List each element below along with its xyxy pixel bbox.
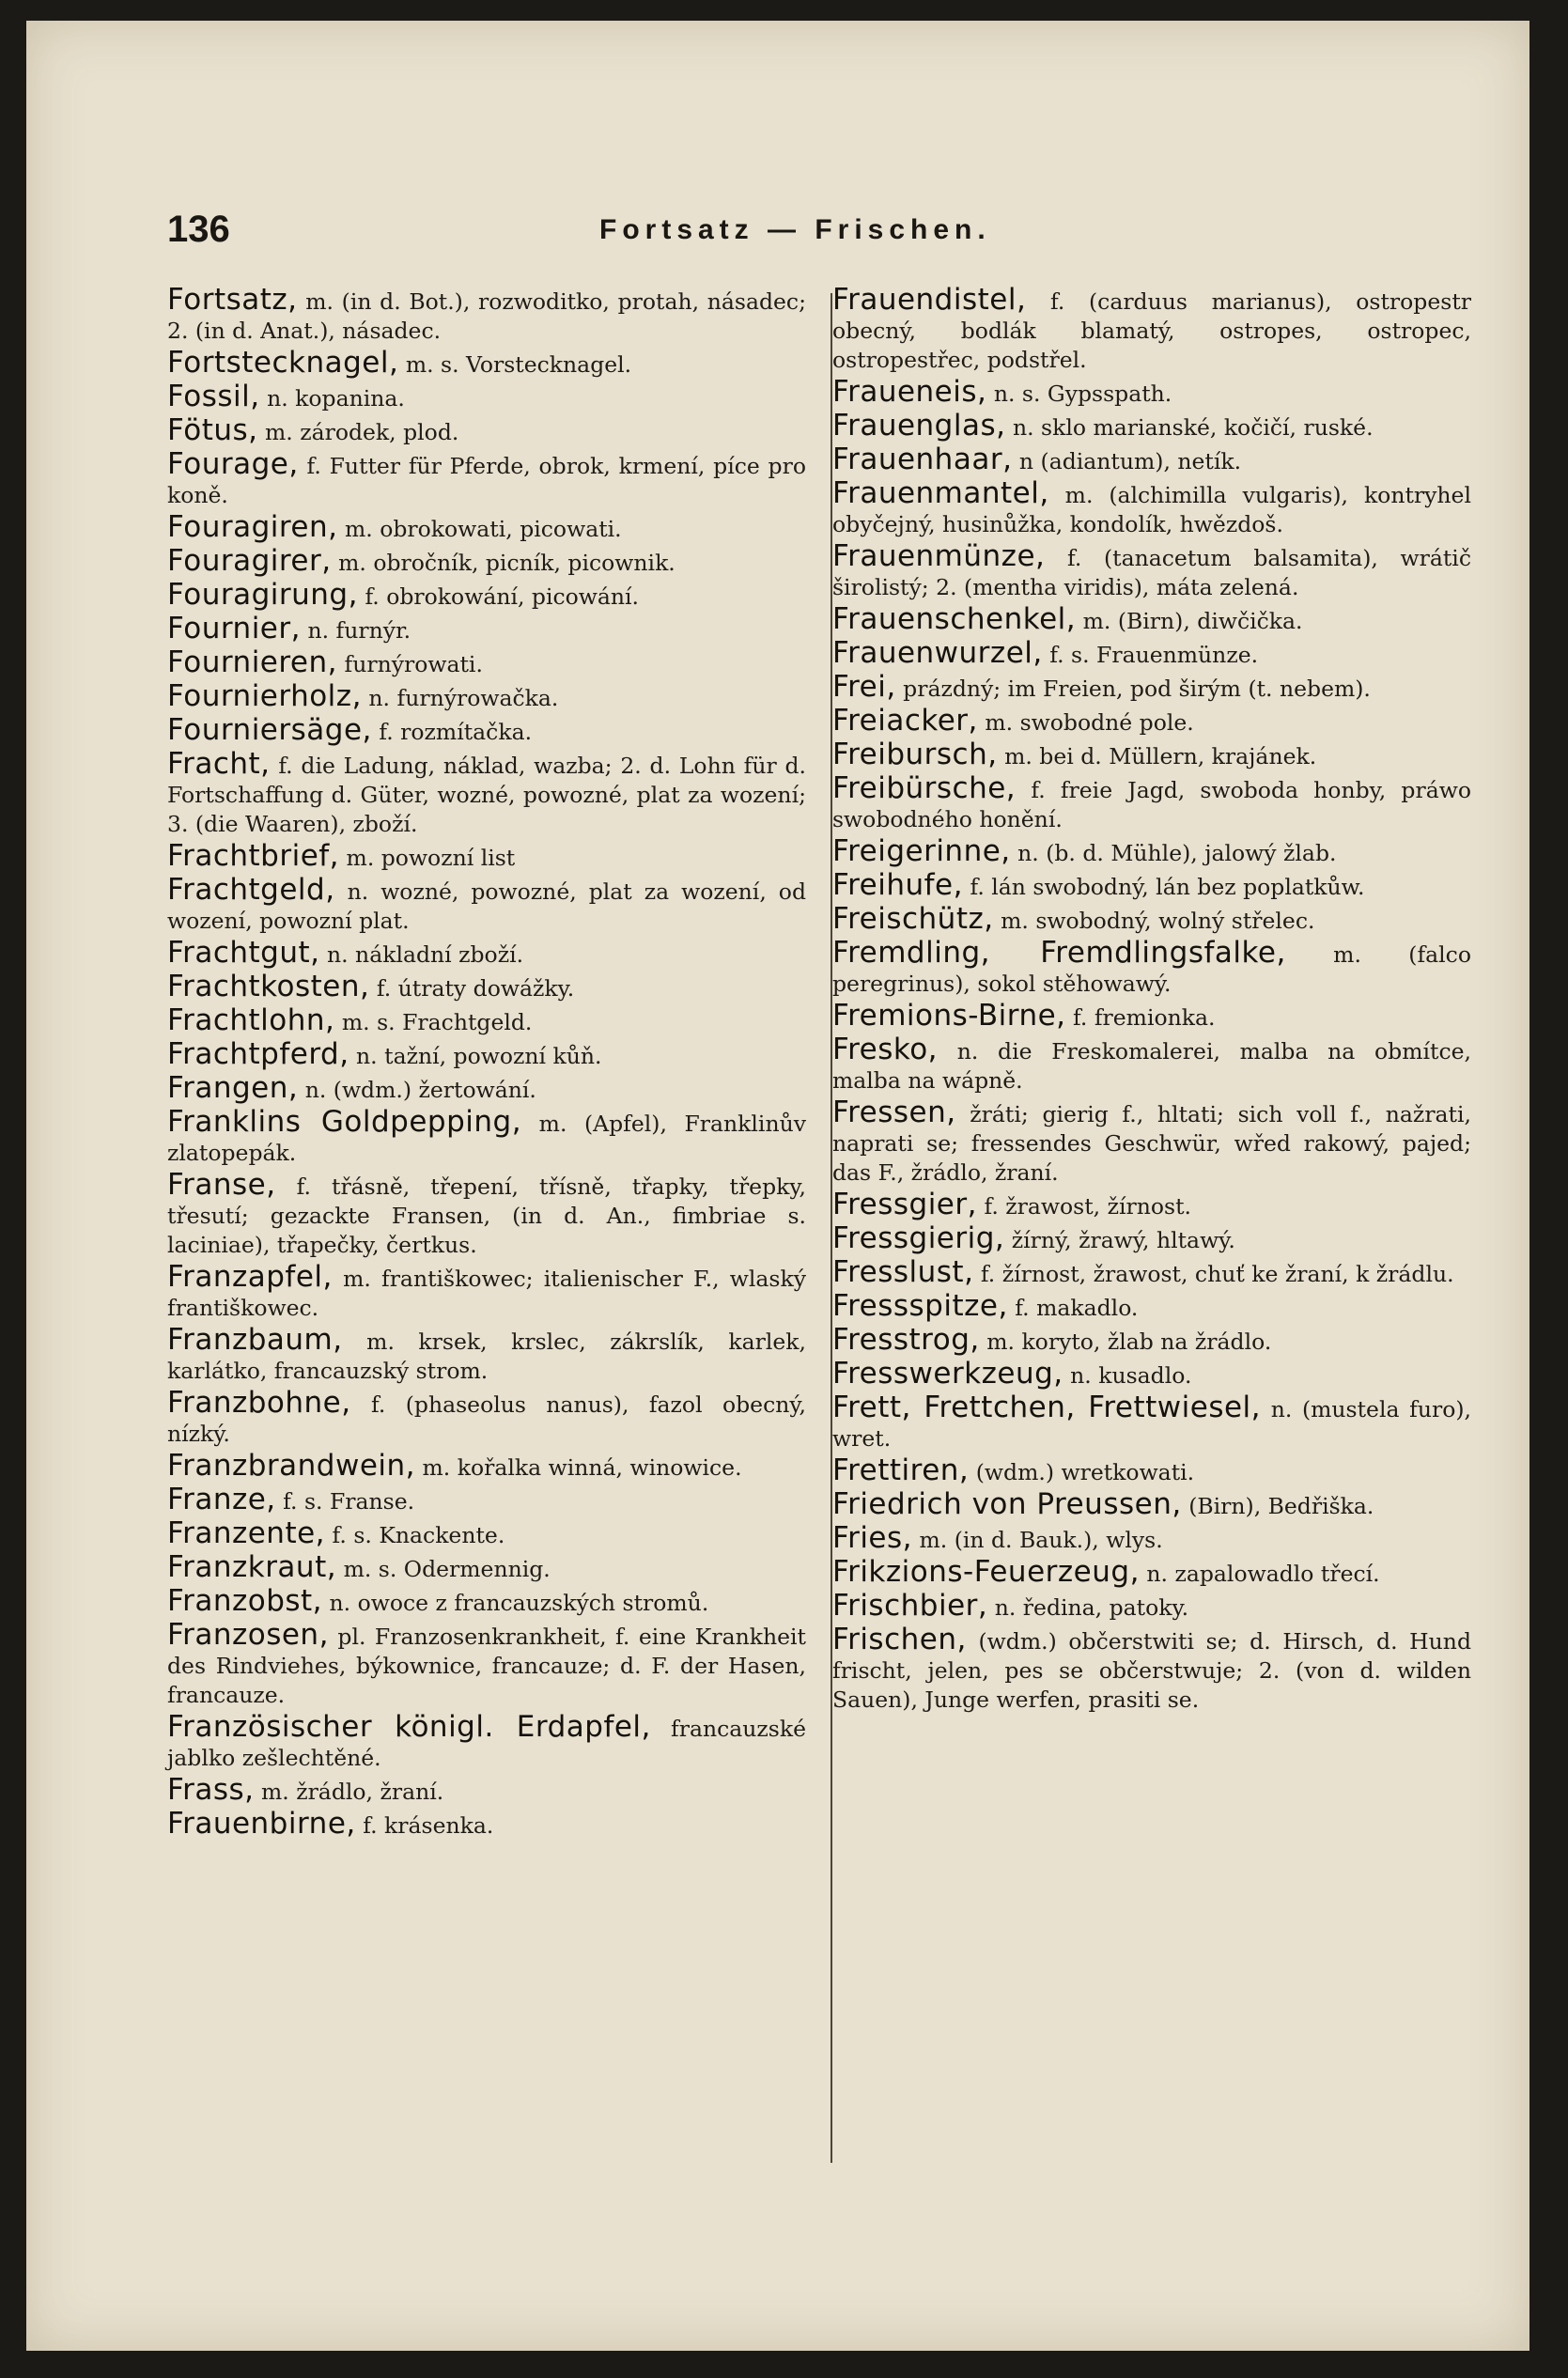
entry-headword: Freiacker, <box>832 704 978 738</box>
entry-headword: Franzbaum, <box>167 1323 343 1357</box>
dictionary-entry <box>167 447 806 510</box>
dictionary-entry <box>167 972 806 1003</box>
entry-definition: f. žírnost, žrawost, chuť ke žraní, k žrádlu. <box>980 1261 1454 1287</box>
dictionary-entry <box>167 839 806 873</box>
entry-definition: n. sklo marianské, kočičí, ruské. <box>1012 414 1374 441</box>
entry-headword: Franzosen, <box>167 1618 329 1652</box>
entry-headword: Franze, <box>167 1483 276 1516</box>
entry-definition: n. ředina, patoky. <box>994 1594 1189 1621</box>
entry-definition: furnýrowati. <box>344 651 483 677</box>
entry-definition: f. makadlo. <box>1015 1295 1139 1321</box>
entry-headword: Fouragirer, <box>167 544 332 578</box>
entry-headword: Fournieren, <box>167 645 338 679</box>
entry-headword: Fries, <box>832 1521 913 1555</box>
entry-headword: Frachtkosten, <box>167 970 370 1003</box>
dictionary-entry <box>832 375 1471 409</box>
entry-definition: m. koryto, žlab na žrádlo. <box>986 1329 1272 1355</box>
entry-headword: Französischer königl. Erdapfel, <box>167 1710 651 1744</box>
entry-headword: Frass, <box>167 1773 255 1807</box>
entry-headword: Fötus, <box>167 413 258 447</box>
entry-definition: f. die Ladung, náklad, wazba; 2. d. Lohn für d. Fortschaffung d. Güter, wozné, powozné, plat za wození; 3. (die Waaren), zboží. <box>167 753 806 837</box>
entry-definition: f. rozmítačka. <box>379 719 533 745</box>
dictionary-entry <box>832 1221 1471 1255</box>
dictionary-entry <box>167 1105 806 1168</box>
entry-definition: m. bei d. Müllern, krajánek. <box>1004 743 1317 769</box>
entry-headword: Frikzions-Feuerzeug, <box>832 1555 1140 1589</box>
entry-headword: Franse, <box>167 1168 276 1202</box>
entry-definition: f. žrawost, žírnost. <box>984 1193 1191 1220</box>
entry-headword: Franzbrandwein, <box>167 1449 416 1483</box>
entry-definition: n. wozné, powozné, plat za wození, od wození, powozní plat. <box>167 878 806 934</box>
entry-definition: m. swobodný, wolný střelec. <box>1001 908 1315 934</box>
entry-headword: Frauendistel, <box>832 283 1027 317</box>
entry-definition: f. s. Knackente. <box>332 1522 505 1548</box>
dictionary-entry <box>167 578 806 612</box>
dictionary-entry <box>167 1168 806 1260</box>
entry-headword: Franzkraut, <box>167 1550 337 1584</box>
dictionary-entry <box>832 1323 1471 1357</box>
entry-headword: Fossil, <box>167 380 260 413</box>
dictionary-entry <box>167 1386 806 1449</box>
entry-headword: Fracht, <box>167 747 271 781</box>
entry-definition: francauzské jablko zešlechtěné. <box>167 1716 806 1771</box>
dictionary-entry <box>832 936 1471 999</box>
entry-definition: (wdm.) wretkowati. <box>975 1459 1195 1485</box>
dictionary-entry <box>167 346 806 380</box>
entry-definition: (wdm.) občerstwiti se; d. Hirsch, d. Hund frischt, jelen, pes se občerstwuje; 2. (von d. wilden Sauen), Junge werfen, prasiti se. <box>832 1628 1471 1713</box>
entry-definition: m. františkowec; italienischer F., wlaský františkowec. <box>167 1266 806 1321</box>
entry-definition: n (adiantum), netík. <box>1018 448 1242 474</box>
entry-definition: m. powozní list <box>346 845 516 871</box>
dictionary-entry <box>167 413 806 447</box>
dictionary-entry <box>167 1071 806 1105</box>
entry-definition: (Birn), Bedřiška. <box>1188 1493 1374 1519</box>
entry-definition: f. freie Jagd, swoboda honby, práwo swobodného honění. <box>832 777 1471 832</box>
dictionary-entry <box>167 873 806 936</box>
dictionary-entry <box>832 1357 1471 1391</box>
dictionary-entry <box>167 1618 806 1710</box>
entry-headword: Freischütz, <box>832 902 994 936</box>
dictionary-entry <box>832 1393 1471 1453</box>
dictionary-entry <box>832 1555 1471 1589</box>
dictionary-entry <box>832 1487 1471 1521</box>
entry-headword: Franzente, <box>167 1516 326 1550</box>
entry-headword: Frettiren, <box>832 1453 970 1487</box>
entry-headword: Fraueneis, <box>832 375 987 409</box>
entry-headword: Fourage, <box>167 447 299 481</box>
entry-headword: Franzapfel, <box>167 1260 333 1294</box>
entry-definition: f. obrokowání, picowání. <box>365 583 640 610</box>
entry-headword: Franzbohne, <box>167 1386 351 1420</box>
dictionary-entry <box>167 936 806 970</box>
entry-headword: Freibursch, <box>832 738 998 771</box>
dictionary-entry <box>832 1453 1471 1487</box>
dictionary-entry <box>832 1190 1471 1221</box>
dictionary-entry <box>167 614 806 645</box>
entry-headword: Fremdling, Fremdlingsfalke, <box>832 936 1286 970</box>
entry-headword: Fremions-Birne, <box>832 999 1066 1033</box>
entry-headword: Fortstecknagel, <box>167 346 399 380</box>
entry-headword: Fressgierig, <box>832 1221 1005 1255</box>
dictionary-entry <box>832 476 1471 539</box>
entry-definition: f. (carduus marianus), ostropestr obecný, bodlák blamatý, ostropes, ostropec, ostropestřec, podstřel. <box>832 288 1471 373</box>
entry-headword: Frauenglas, <box>832 409 1006 443</box>
entry-definition: f. (phaseolus nanus), fazol obecný, nízký. <box>167 1391 806 1447</box>
dictionary-entry <box>832 868 1471 902</box>
entry-definition: m. (Apfel), Franklinův zlatopepák. <box>167 1111 806 1166</box>
entry-definition: m. obročník, picník, picownik. <box>338 550 675 576</box>
dictionary-entry <box>167 1584 806 1618</box>
dictionary-entry <box>167 1773 806 1807</box>
dictionary-entry <box>832 1289 1471 1323</box>
entry-definition: n. kusadlo. <box>1070 1362 1192 1389</box>
entry-definition: n. (wdm.) žertowání. <box>304 1077 536 1103</box>
entry-definition: m. kořalka winná, winowice. <box>422 1454 742 1481</box>
entry-definition: m. s. Frachtgeld. <box>341 1009 533 1035</box>
entry-headword: Fortsatz, <box>167 283 298 317</box>
dictionary-entry <box>832 1035 1471 1096</box>
dictionary-entry <box>832 1098 1471 1188</box>
entry-headword: Frischbier, <box>832 1589 988 1623</box>
entry-definition: f. Futter für Pferde, obrok, krmení, píce pro koně. <box>167 453 806 508</box>
dictionary-entry <box>832 670 1471 704</box>
entry-definition: f. útraty dowážky. <box>376 975 575 1002</box>
entry-definition: f. lán swobodný, lán bez poplatkůw. <box>970 874 1365 900</box>
dictionary-page <box>26 21 1529 2351</box>
entry-headword: Freihufe, <box>832 868 963 902</box>
entry-headword: Friedrich von Preussen, <box>832 1487 1182 1521</box>
entry-headword: Frei, <box>832 670 896 704</box>
dictionary-entry <box>167 1260 806 1323</box>
entry-definition: n. owoce z francauzských stromů. <box>329 1590 709 1616</box>
dictionary-entry <box>832 1625 1471 1715</box>
entry-definition: m. krsek, krslec, zákrslík, karlek, karlátko, francauzský strom. <box>167 1329 806 1384</box>
entry-definition: n. (b. d. Mühle), jalowý žlab. <box>1017 840 1337 866</box>
dictionary-entry <box>167 645 806 679</box>
left-column <box>167 283 806 1843</box>
entry-definition: žráti; gierig f., hltati; sich voll f., nažrati, naprati se; fressendes Geschwür, wřed rakowý, pajed; das F., žrádlo, žraní. <box>832 1101 1471 1186</box>
entry-headword: Franklins Goldpepping, <box>167 1105 522 1139</box>
entry-headword: Frauenmünze, <box>832 539 1046 573</box>
dictionary-entry <box>832 834 1471 868</box>
entry-definition: m. (in d. Bauk.), wlys. <box>919 1527 1163 1553</box>
entry-headword: Frachtgut, <box>167 936 320 970</box>
entry-headword: Frangen, <box>167 1071 299 1105</box>
entry-definition: f. třásně, třepení, třísně, třapky, třepky, třesutí; gezackte Fransen, (in d. An., fimbriae s. laciniae), třapečky, čertkus. <box>167 1173 806 1258</box>
dictionary-entry <box>832 999 1471 1033</box>
entry-definition: m. (alchimilla vulgaris), kontryhel obyčejný, husinůžka, kondolík, hwězdoš. <box>832 482 1471 537</box>
entry-definition: f. s. Frauenmünze. <box>1049 642 1259 668</box>
dictionary-entry <box>167 1323 806 1386</box>
entry-headword: Frauenmantel, <box>832 476 1049 510</box>
entry-headword: Frett, Frettchen, Frettwiesel, <box>832 1391 1262 1424</box>
dictionary-entry <box>832 771 1471 834</box>
entry-headword: Frauenbirne, <box>167 1807 356 1841</box>
entry-definition: n. die Freskomalerei, malba na obmítce, malba na wápně. <box>832 1038 1471 1094</box>
dictionary-entry <box>167 1449 806 1483</box>
dictionary-entry <box>167 713 806 747</box>
dictionary-entry <box>167 1807 806 1841</box>
entry-headword: Fourniersäge, <box>167 713 372 747</box>
entry-definition: m. s. Odermennig. <box>343 1556 551 1582</box>
entry-headword: Fouragiren, <box>167 510 338 544</box>
entry-definition: m. žrádlo, žraní. <box>260 1779 444 1805</box>
entry-definition: m. swobodné pole. <box>985 709 1194 736</box>
running-head: Fortsatz — Frischen. <box>599 214 991 245</box>
dictionary-entry <box>832 539 1471 602</box>
dictionary-entry <box>167 1710 806 1773</box>
entry-definition: m. obrokowati, picowati. <box>345 516 622 542</box>
dictionary-entry <box>167 1003 806 1037</box>
entry-headword: Fournier, <box>167 612 301 645</box>
dictionary-entry <box>167 544 806 578</box>
dictionary-entry <box>832 902 1471 936</box>
entry-headword: Frachtlohn, <box>167 1003 335 1037</box>
right-column <box>832 283 1471 1717</box>
entry-headword: Fresswerkzeug, <box>832 1357 1063 1391</box>
entry-definition: f. (tanacetum balsamita), wrátič širolistý; 2. (mentha viridis), máta zelená. <box>832 545 1471 600</box>
entry-headword: Fouragirung, <box>167 578 358 612</box>
entry-headword: Fournierholz, <box>167 679 362 713</box>
dictionary-entry <box>832 1521 1471 1555</box>
entry-headword: Frachtpferd, <box>167 1037 349 1071</box>
page-number: 136 <box>167 209 230 250</box>
entry-definition: m. (in d. Bot.), rozwoditko, protah, násadec; 2. (in d. Anat.), násadec. <box>167 288 806 344</box>
entry-headword: Fresko, <box>832 1033 939 1066</box>
entry-definition: n. kopanina. <box>267 385 405 412</box>
dictionary-entry <box>832 445 1471 476</box>
entry-headword: Freibürsche, <box>832 771 1017 805</box>
entry-definition: n. furnýrowačka. <box>368 685 559 711</box>
entry-headword: Fresstrog, <box>832 1323 980 1357</box>
entry-headword: Fressgier, <box>832 1188 977 1221</box>
dictionary-entry <box>167 1516 806 1550</box>
entry-definition: n. s. Gypsspath. <box>993 381 1172 407</box>
entry-headword: Freigerinne, <box>832 834 1011 868</box>
entry-headword: Frachtbrief, <box>167 839 340 873</box>
dictionary-entry <box>832 636 1471 670</box>
dictionary-entry <box>832 1255 1471 1289</box>
entry-definition: prázdný; im Freien, pod širým (t. nebem). <box>903 676 1371 702</box>
entry-headword: Frachtgeld, <box>167 873 335 907</box>
entry-definition: f. krásenka. <box>363 1812 494 1839</box>
dictionary-entry <box>167 679 806 713</box>
entry-definition: pl. Franzosenkrankheit, f. eine Krankheit des Rindviehes, býkownice, francauze; d. F. der Hasen, francauze. <box>167 1624 806 1708</box>
entry-definition: n. furnýr. <box>307 617 411 644</box>
dictionary-entry <box>167 510 806 544</box>
entry-headword: Frauenschenkel, <box>832 602 1077 636</box>
dictionary-entry <box>167 382 806 413</box>
entry-definition: f. fremionka. <box>1073 1004 1216 1031</box>
entry-headword: Fressspitze, <box>832 1289 1008 1323</box>
page-header <box>167 209 1483 265</box>
entry-definition: m. (Birn), diwčička. <box>1082 608 1303 634</box>
entry-headword: Frauenhaar, <box>832 443 1013 476</box>
entry-definition: m. (falco peregrinus), sokol stěhowawý. <box>832 941 1471 997</box>
entry-definition: n. zapalowadlo třecí. <box>1146 1561 1380 1587</box>
dictionary-entry <box>832 602 1471 636</box>
dictionary-entry <box>167 1485 806 1516</box>
dictionary-entry <box>167 1037 806 1071</box>
entry-definition: n. (mustela furo), wret. <box>832 1396 1471 1452</box>
entry-headword: Frauenwurzel, <box>832 636 1043 670</box>
entry-definition: m. s. Vorstecknagel. <box>405 351 632 378</box>
entry-definition: n. tažní, powozní kůň. <box>356 1043 602 1069</box>
entry-definition: n. nákladní zboží. <box>326 941 524 968</box>
dictionary-entry <box>167 1550 806 1584</box>
dictionary-entry <box>832 283 1471 375</box>
entry-definition: žírný, žrawý, hltawý. <box>1011 1227 1235 1253</box>
dictionary-entry <box>167 283 806 346</box>
dictionary-entry <box>167 747 806 839</box>
dictionary-entry <box>832 1589 1471 1623</box>
entry-headword: Franzobst, <box>167 1584 323 1618</box>
dictionary-entry <box>832 704 1471 738</box>
entry-headword: Fressen, <box>832 1096 956 1129</box>
dictionary-entry <box>832 409 1471 443</box>
entry-definition: f. s. Franse. <box>283 1488 415 1515</box>
dictionary-entry <box>832 740 1471 771</box>
entry-headword: Frischen, <box>832 1623 967 1656</box>
entry-headword: Fresslust, <box>832 1255 974 1289</box>
entry-definition: m. zárodek, plod. <box>264 419 459 445</box>
